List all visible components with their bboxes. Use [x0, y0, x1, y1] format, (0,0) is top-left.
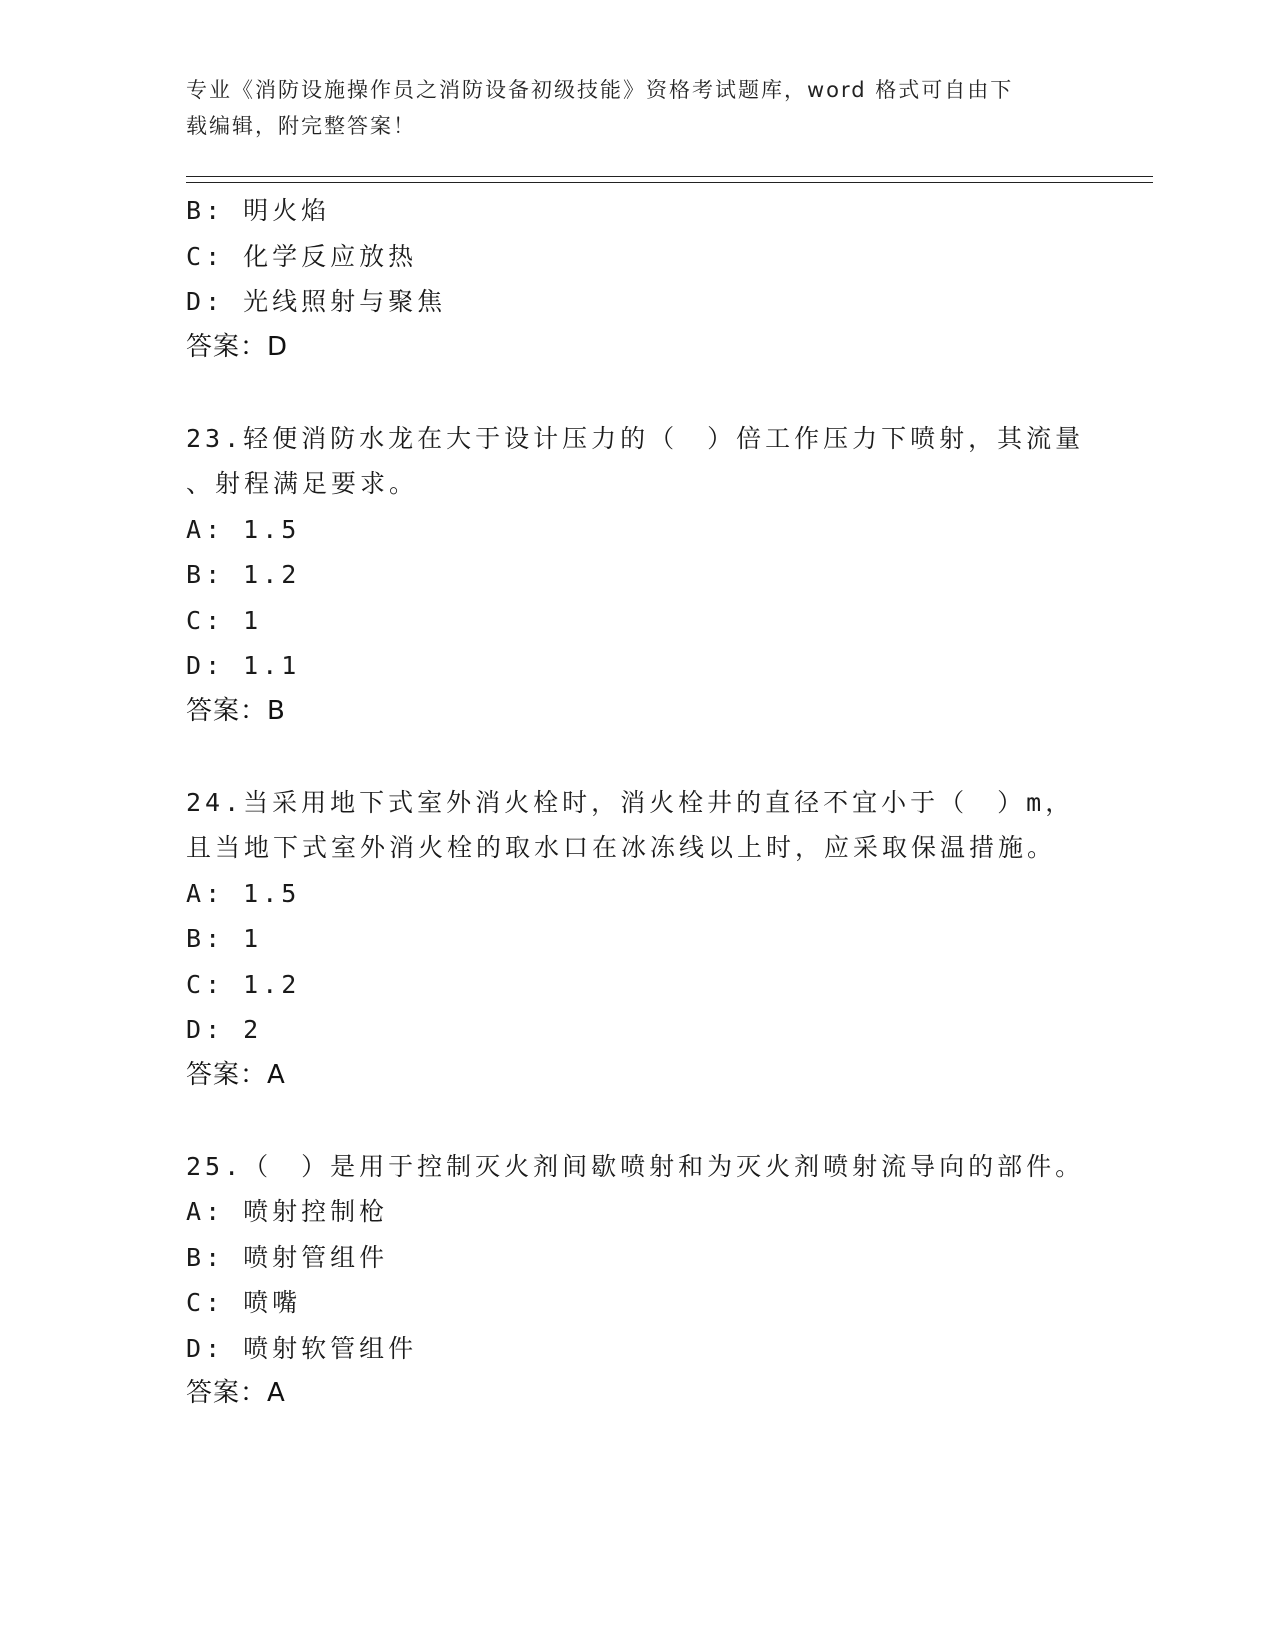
answer-line: 答案：A [186, 1059, 286, 1090]
question-text: 25.（ ）是用于控制灭火剂间歇喷射和为灭火剂喷射流导向的部件。 [186, 1151, 1085, 1181]
question-list [186, 188, 1166, 1417]
header-line-2: 载编辑，附完整答案！ [186, 114, 416, 138]
question-text-continued: 、射程满足要求。 [186, 469, 419, 498]
option-b: B: 1.2 [186, 560, 301, 589]
option-c: C: 1.2 [186, 969, 301, 999]
question-text: 24.当采用地下式室外消火栓时，消火栓井的直径不宜小于（ ）m， [186, 787, 1075, 817]
option-d: D: 喷射软管组件 [186, 1333, 418, 1363]
option-b: B: 明火焰 [186, 196, 331, 225]
option-b: B: 1 [186, 924, 263, 953]
option-b: B: 喷射管组件 [186, 1242, 389, 1272]
header-divider-top [186, 176, 1153, 177]
option-a: A: 1.5 [186, 878, 301, 908]
question-25 [186, 1144, 1166, 1417]
question-23 [186, 416, 1166, 735]
document-header [186, 72, 1066, 144]
option-d: D: 2 [186, 1015, 263, 1044]
answer-line: 答案：D [186, 331, 289, 362]
question-22-continued [186, 188, 1166, 370]
question-text: 23.轻便消防水龙在大于设计压力的（ ）倍工作压力下喷射，其流量 [186, 423, 1085, 453]
header-divider-bottom [186, 182, 1153, 183]
answer-line: 答案：B [186, 695, 286, 726]
option-c: C: 喷嘴 [186, 1288, 302, 1317]
header-line-1: 专业《消防设施操作员之消防设备初级技能》资格考试题库，word 格式可自由下 [186, 78, 1014, 102]
question-text-continued: 且当地下式室外消火栓的取水口在冰冻线以上时，应采取保温措施。 [186, 833, 1057, 862]
option-a: A: 喷射控制枪 [186, 1197, 389, 1226]
option-a: A: 1.5 [186, 514, 301, 544]
question-24 [186, 780, 1166, 1099]
option-c: C: 化学反应放热 [186, 241, 418, 271]
option-c: C: 1 [186, 605, 263, 635]
answer-line: 答案：A [186, 1378, 286, 1408]
option-d: D: 光线照射与聚焦 [186, 287, 447, 316]
option-d: D: 1.1 [186, 651, 301, 680]
